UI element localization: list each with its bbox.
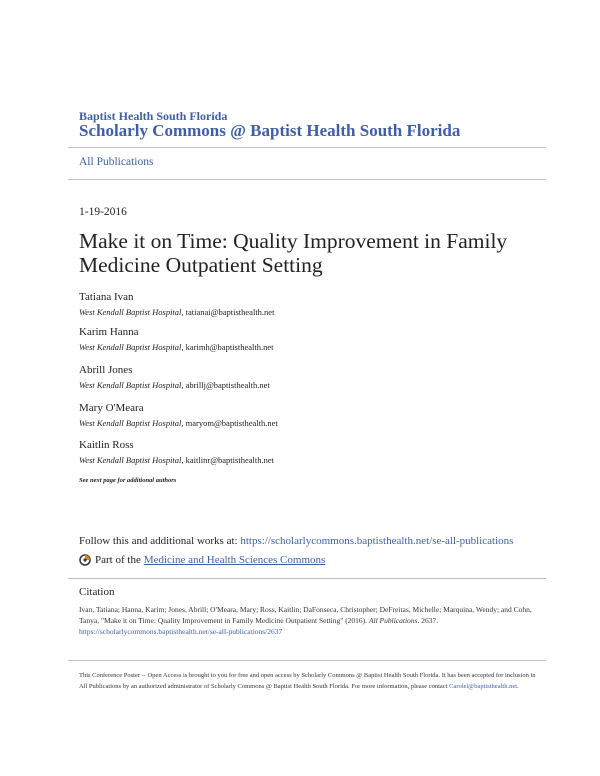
follow-text: Follow this and additional works at: [79, 535, 241, 547]
author-name: Kaitlin Ross [79, 439, 134, 451]
part-of-line [79, 554, 325, 566]
affiliation-name: West Kendall Baptist Hospital [79, 418, 182, 428]
author-email: , karimh@baptisthealth.net [181, 342, 274, 352]
article-title: Make it on Time: Quality Improvement in Family Medicine Outpatient Setting [79, 229, 508, 277]
author-name: Abrill Jones [79, 364, 133, 376]
author-affiliation [79, 418, 278, 428]
affiliation-name: West Kendall Baptist Hospital [79, 380, 182, 390]
author-affiliation [79, 342, 274, 352]
author-email: , tatianai@baptisthealth.net [181, 307, 275, 317]
divider-citation [68, 578, 546, 579]
contact-email-link[interactable]: Carolel@baptisthealth.net [449, 682, 518, 690]
author-email: , kaitlinr@baptisthealth.net [181, 455, 274, 465]
citation-journal: All Publications [368, 616, 418, 625]
author-name: Tatiana Ivan [79, 291, 134, 303]
commons-link[interactable]: Medicine and Health Sciences Commons [143, 554, 326, 566]
author-email: , maryom@baptisthealth.net [181, 418, 278, 428]
author-affiliation [79, 380, 270, 390]
citation-heading: Citation [79, 586, 115, 598]
collection-link[interactable]: https://scholarlycommons.baptisthealth.net/se-all-publications [240, 535, 514, 547]
citation-body [79, 604, 539, 637]
repository-name[interactable]: Scholarly Commons @ Baptist Health South Florida [79, 121, 461, 140]
author-name: Mary O'Meara [79, 402, 144, 414]
footer-text: This Conference Poster -- Open Access is brought to you for free and open access by Scholarly Commons @ Baptist Health South Florida. It has been accepted for inclusion in All Publications by an authorized administrator of Scholarly Commons @ Baptist Health South Florida. For more information, please contact [79, 672, 536, 690]
footer-note [79, 671, 539, 692]
author-email: , abrillj@baptisthealth.net [181, 380, 270, 390]
institution-name[interactable]: Baptist Health South Florida [79, 109, 228, 123]
affiliation-name: West Kendall Baptist Hospital [79, 455, 182, 465]
footer-end: . [517, 682, 519, 690]
author-affiliation [79, 455, 274, 465]
see-next-page-note: See next page for additional authors [79, 477, 177, 484]
author-name: Karim Hanna [79, 326, 139, 338]
publication-date: 1-19-2016 [79, 206, 127, 218]
author-affiliation [79, 307, 274, 317]
divider-top [68, 147, 546, 148]
affiliation-name: West Kendall Baptist Hospital [79, 307, 182, 317]
citation-volume: . 2637. [417, 616, 439, 625]
part-of-text: Part of the [95, 554, 141, 566]
follow-line [79, 535, 513, 547]
divider-footer [68, 660, 546, 661]
network-icon [79, 554, 91, 566]
citation-url[interactable]: https://scholarlycommons.baptisthealth.net/se-all-publications/2637 [79, 627, 283, 636]
citation-text: Ivan, Tatiana; Hanna, Karim; Jones, Abrill; O'Meara, Mary; Ross, Kaitlin; DaFonseca, Christopher; DeFreitas, Michelle; Marquina, Wendy; and Cohn, Tanya, "Make it on Time: Quality Improvement in Family Medicine Outpatient Setting" (2016). [79, 605, 532, 625]
all-publications-link[interactable]: All Publications [79, 156, 154, 168]
affiliation-name: West Kendall Baptist Hospital [79, 342, 182, 352]
divider-nav [68, 179, 546, 180]
